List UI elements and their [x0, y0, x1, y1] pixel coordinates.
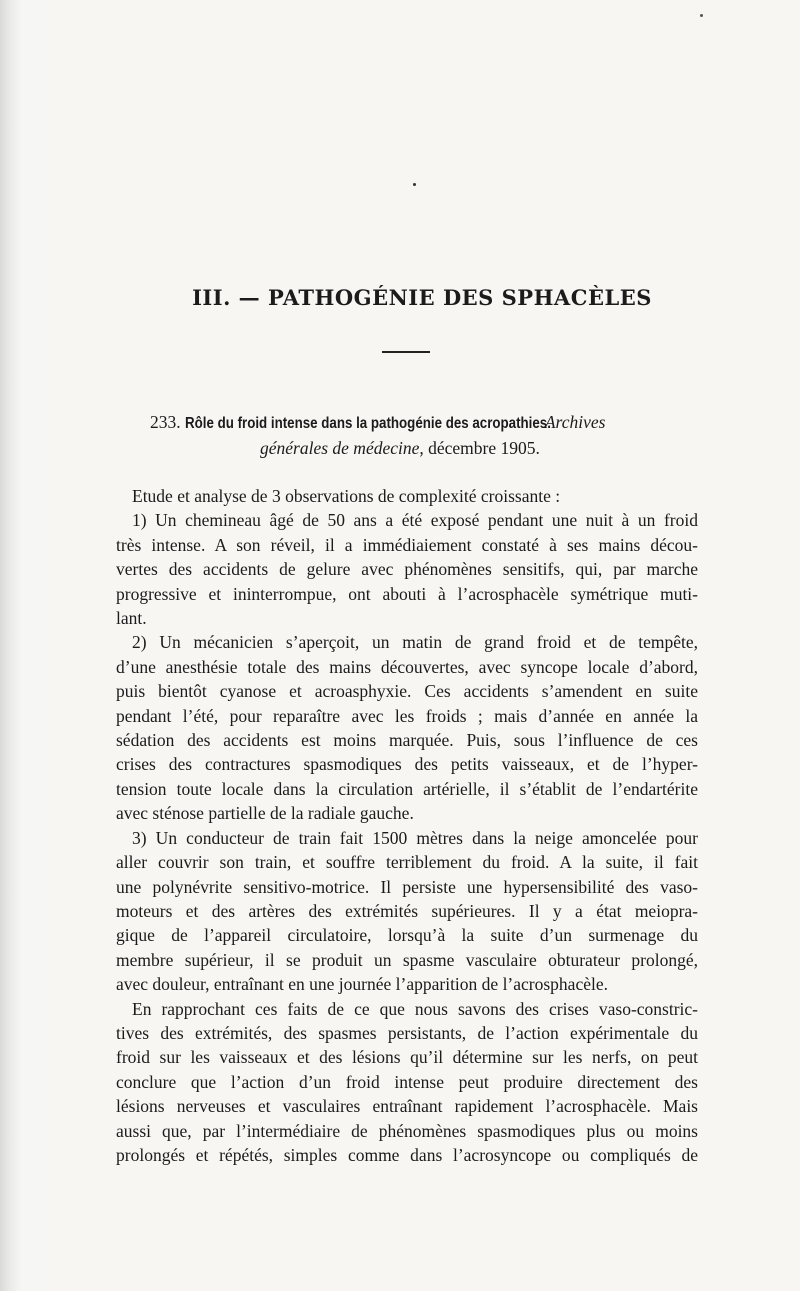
speck — [413, 183, 416, 186]
text-line: 1) Un chemineau âgé de 50 ans a été exposé pendant une nuit à un froid — [132, 510, 698, 531]
chapter-title: III. — PATHOGÉNIE DES SPHACÈLES — [192, 285, 652, 310]
text-line: Etude et analyse de 3 observations de complexité croissante : — [132, 486, 561, 506]
text-line: aller couvrir son train, et souffre terriblement du froid. A la suite, il fait — [116, 852, 698, 873]
text-line: avec douleur, entraînant en une journée l’apparition de l’acrosphacèle. — [116, 974, 608, 995]
text-line: pendant l’été, pour reparaître avec les froids ; mais d’année en année la — [116, 705, 698, 726]
text-line: membre supérieur, il se produit un spasme vasculaire obturateur prolongé, — [116, 949, 698, 970]
entry-title: Rôle du froid intense dans la pathogénie des acropathies. — [185, 415, 551, 432]
text-line: puis bientôt cyanose et acroasphyxie. Ces accidents s’amendent en suite — [116, 681, 698, 702]
text-line: tives des extrémités, des spasmes persistants, de l’action expérimentale du — [116, 1022, 698, 1043]
text-line: lésions nerveuses et vasculaires entraînant rapidement l’acrosphacèle. Mais — [116, 1096, 698, 1117]
text-line: progressive et ininterrompue, ont abouti à l’acrosphacèle symétrique muti- — [116, 583, 698, 604]
journal-name-part2: générales de médecine, — [260, 438, 424, 458]
entry-number: 233. — [150, 412, 181, 432]
text-line: 2) Un mécanicien s’aperçoit, un matin de grand froid et de tempête, — [132, 632, 698, 653]
journal-name-part1: Archives — [544, 412, 606, 432]
text-line: gique de l’appareil circulatoire, lorsqu’à la suite d’un surmenage du — [116, 925, 698, 946]
text-line: conclure que l’action d’un froid intense peut produire directement des — [116, 1071, 698, 1092]
text-line: très intense. A son réveil, il a immédiaiement constaté à ses mains décou- — [116, 534, 698, 555]
text-line: tension toute locale dans la circulation artérielle, il s’établit de l’endartérite — [116, 778, 698, 799]
text-line: sédation des accidents est moins marquée. Puis, sous l’influence de ces — [116, 730, 698, 751]
text-line: 3) Un conducteur de train fait 1500 mètres dans la neige amoncelée pour — [132, 827, 698, 848]
title-divider — [382, 351, 430, 353]
body-text — [116, 484, 698, 1167]
speck — [700, 14, 703, 17]
text-line: moteurs et des artères des extrémités supérieures. Il y a état meiopra- — [116, 900, 698, 921]
text-line: une polynévrite sensitivo-motrice. Il persiste une hypersensibilité des vaso- — [116, 876, 698, 897]
text-line: froid sur les vaisseaux et des lésions qu’il détermine sur les nerfs, on peut — [116, 1047, 698, 1068]
text-line: aussi que, par l’intermédiaire de phénomènes spasmodiques plus ou moins — [116, 1120, 698, 1141]
entry-date: décembre 1905. — [428, 438, 540, 458]
text-line: prolongés et répétés, simples comme dans l’acrosyncope ou compliqués de — [116, 1144, 698, 1165]
text-line: crises des contractures spasmodiques des petits vaisseaux, et de l’hyper- — [116, 754, 698, 775]
text-line: lant. — [116, 608, 147, 629]
text-line: En rapprochant ces faits de ce que nous savons des crises vaso-constric- — [132, 998, 698, 1019]
text-line: d’une anesthésie totale des mains découvertes, avec syncope locale d’abord, — [116, 656, 698, 677]
text-line: vertes des accidents de gelure avec phénomènes sensitifs, qui, par marche — [116, 559, 698, 580]
entry-heading — [150, 410, 710, 460]
text-line: avec sténose partielle de la radiale gauche. — [116, 803, 414, 824]
